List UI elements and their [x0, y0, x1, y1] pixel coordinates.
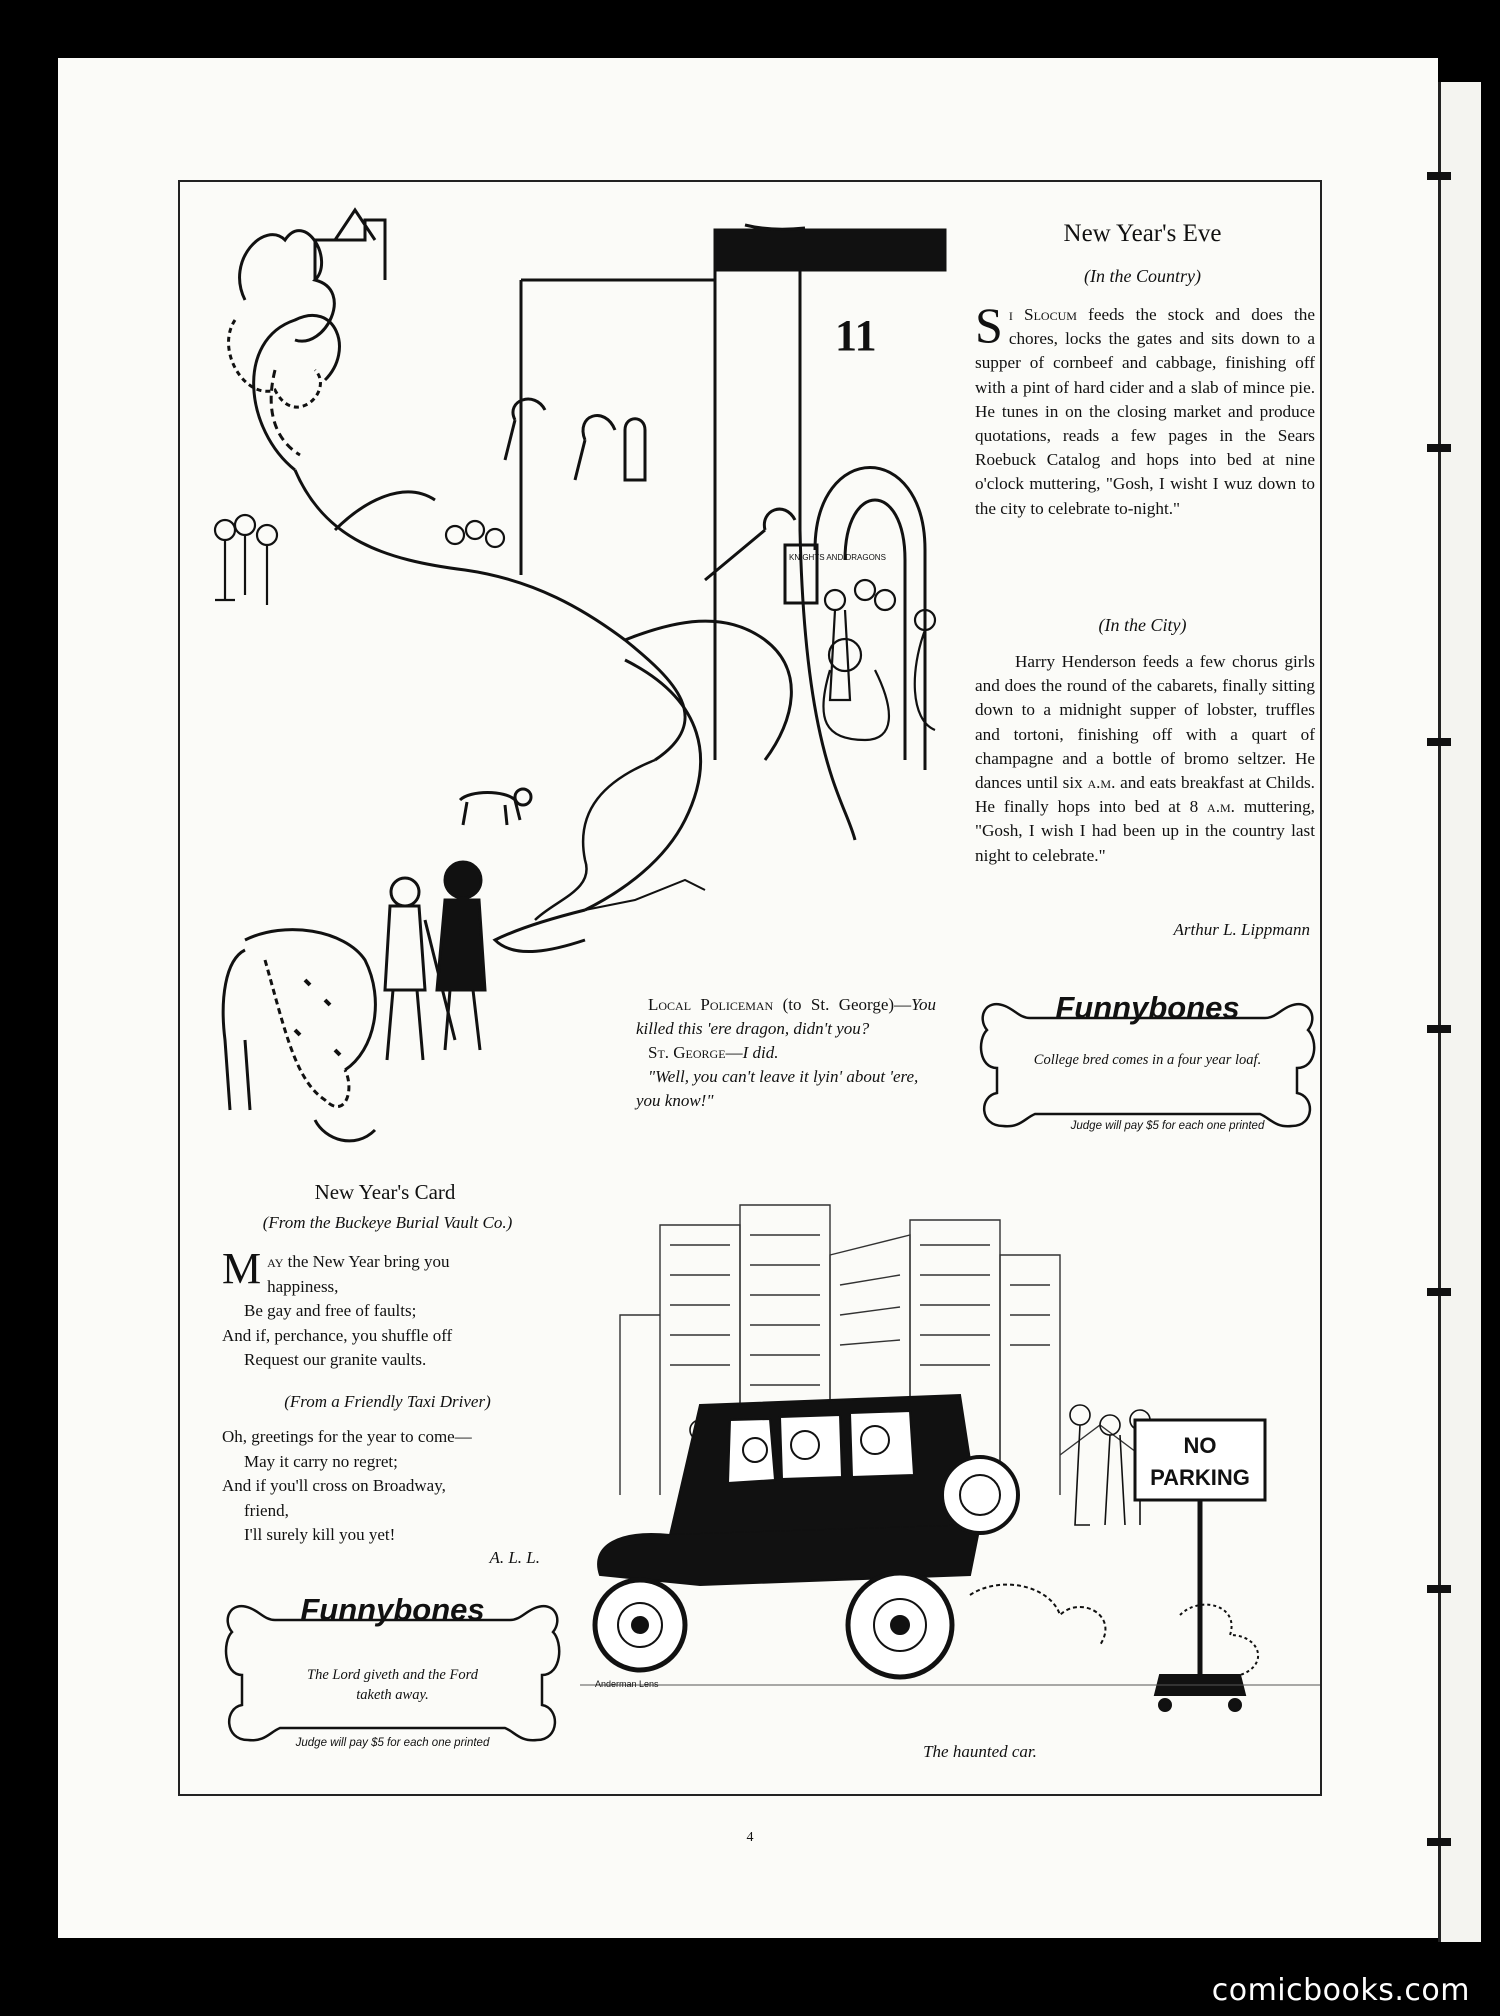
new-years-card-title: New Year's Card — [314, 1180, 456, 1204]
country-text: feeds the stock and does the chores, locks the gates and sits down to a supper of cornbeef and cabbage, finishing off with a pint of hard cider and a slab of mince pie. He tunes in on the closing market and produce quotations, reads a few pages in the Sears Roebuck Catalog and hops into bed at nine o'clock muttering, "Gosh, I wisht I wuz down to the city to celebrate to-night." — [975, 305, 1315, 518]
city-am-2: a.m. — [1207, 797, 1235, 817]
city-paragraph — [975, 650, 1315, 868]
caption-line1-quote: You killed this 'ere dragon, didn't you? — [636, 995, 936, 1038]
caption-line3: "Well, you can't leave it lyin' about 'ere, you know!" — [636, 1067, 919, 1110]
card-signature: A. L. L. — [489, 1548, 540, 1567]
binding-staple — [1427, 172, 1451, 180]
svg-text:11: 11 — [835, 311, 877, 360]
taxi-line1: Oh, greetings for the year to come— — [222, 1427, 472, 1446]
taxi-subtitle: (From a Friendly Taxi Driver) — [284, 1392, 491, 1411]
funnybones-title-1: Funnybones — [1055, 990, 1240, 1025]
caption-line2-dash: — — [725, 1043, 743, 1062]
speaker-policeman: Local Policeman — [648, 995, 774, 1014]
card-subtitle: (From the Buckeye Burial Vault Co.) — [262, 1213, 513, 1232]
adjacent-page-edge — [1438, 82, 1481, 1942]
binding-staple — [1427, 738, 1451, 746]
card-dropcap: M — [222, 1244, 262, 1293]
country-dropcap: S — [975, 297, 1003, 353]
site-watermark: comicbooks.com — [1211, 1973, 1470, 2008]
artist-signature: Anderman Lens — [595, 1679, 659, 1689]
city-text-1: Harry Henderson feeds a few chorus girls and does the round of the cabarets, finally sitting down to a midnight supper of lobster, truffles and tortoni, finishing off with a quart of champagne and a bottle of bromo seltzer. He dances until six — [975, 652, 1315, 793]
card-poem — [222, 1244, 562, 1373]
car-cartoon-caption: The haunted car. — [923, 1742, 1037, 1761]
country-paragraph — [975, 297, 1315, 521]
no-parking-sign-line2: PARKING — [1150, 1465, 1250, 1490]
funnybones-box-1 — [975, 988, 1320, 1138]
caption-line2-quote: I did. — [742, 1043, 779, 1062]
card-line5: Request our granite vaults. — [244, 1350, 427, 1369]
no-parking-sign-line1: NO — [1183, 1433, 1217, 1458]
card-line2: happiness, — [267, 1276, 339, 1296]
city-subtitle: (In the City) — [1098, 615, 1187, 635]
funnybones-text-2: The Lord giveth and the Ford taketh away. — [307, 1667, 478, 1703]
taxi-line5: I'll surely kill you yet! — [244, 1525, 396, 1544]
funnybones-footer-1: Judge will pay $5 for each one printed — [1070, 1120, 1265, 1132]
binding-staple — [1427, 1585, 1451, 1593]
country-name: i Slocum — [1008, 305, 1077, 324]
binding-staple — [1427, 444, 1451, 452]
binding-staple — [1427, 1288, 1451, 1296]
card-line1: the New Year bring you — [283, 1252, 450, 1271]
taxi-line4: friend, — [244, 1500, 289, 1520]
dragon-cartoon-caption — [636, 993, 936, 1113]
funnybones-text-1: College bred comes in a four year loaf. — [1033, 1052, 1262, 1068]
city-text-2: and eats breakfast at Childs. He finally hops into bed at 8 — [975, 773, 1315, 817]
city-am-1: a.m. — [1087, 773, 1116, 793]
taxi-line3: And if you'll cross on Broadway, — [222, 1476, 446, 1495]
card-line4: And if, perchance, you shuffle off — [222, 1325, 453, 1345]
caption-line1: (to St. George)— — [773, 995, 912, 1014]
taxi-poem — [222, 1425, 562, 1548]
card-line1-sc: ay — [267, 1252, 284, 1271]
taxi-line2: May it carry no regret; — [244, 1451, 398, 1471]
haunted-car-illustration — [580, 1195, 1320, 1735]
funnybones-title-2: Funnybones — [300, 1592, 485, 1627]
door-sign-text: KNIGHTS AND DRAGONS — [789, 553, 886, 562]
country-subtitle: (In the Country) — [1084, 266, 1201, 286]
new-years-eve-title: New Year's Eve — [1063, 220, 1222, 247]
page-number: 4 — [746, 1830, 754, 1845]
speaker-st-george: St. George — [648, 1043, 726, 1062]
binding-staple — [1427, 1838, 1451, 1846]
binding-staple — [1427, 1025, 1451, 1033]
funnybones-box-2 — [220, 1590, 565, 1755]
funnybones-footer-2: Judge will pay $5 for each one printed — [295, 1737, 490, 1749]
author-signature: Arthur L. Lippmann — [1173, 920, 1310, 939]
card-line3: Be gay and free of faults; — [244, 1301, 417, 1320]
city-text-3: muttering, "Gosh, I wish I had been up in the country last night to celebrate." — [975, 797, 1315, 865]
